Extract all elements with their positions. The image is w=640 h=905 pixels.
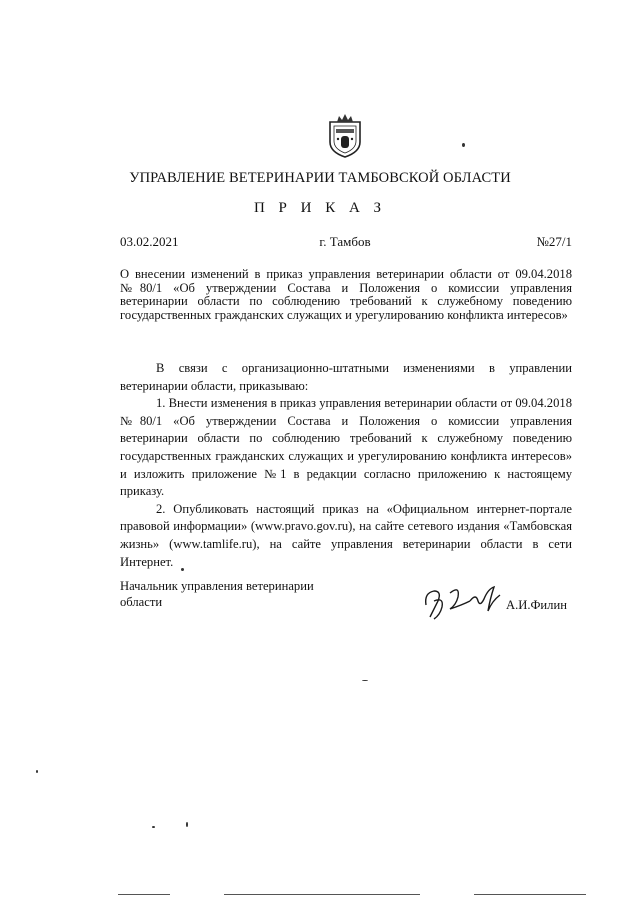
scan-edge-line xyxy=(118,894,170,895)
signatory-role-line-2: области xyxy=(120,595,163,609)
scan-speck xyxy=(462,143,465,147)
body-intro: В связи с организационно-штатными изменениями в управлении ветеринарии области, приказываю: xyxy=(120,361,572,393)
document-type: П Р И К А З xyxy=(253,200,387,216)
scan-edge-line xyxy=(474,894,586,895)
scan-speck xyxy=(36,770,38,773)
document-number: №27/1 xyxy=(536,234,572,249)
scan-speck xyxy=(181,568,184,571)
scan-speck xyxy=(186,822,188,827)
scan-speck xyxy=(362,680,368,681)
signatory-role xyxy=(120,578,360,610)
coat-of-arms-icon xyxy=(326,112,364,158)
handwritten-signature xyxy=(420,575,508,623)
scan-speck xyxy=(152,826,155,828)
document-subject: О внесении изменений в приказ управления ветеринарии области от 09.04.2018 №80/1 «Об утверждении Состава и Положения о комиссии управления ветеринарии области по соблюдению требований к служебному поведению государственных гражданских служащих и урегулированию конфликта интересов» xyxy=(120,267,572,322)
body-item-2: 2. Опубликовать настоящий приказ на «Официальном интернет-портале правовой информации» (www.pravo.gov.ru), на сайте сетевого издания «Тамбовская жизнь» (www.tamlife.ru), на сайте управления ветеринарии области в сети Интернет. xyxy=(120,501,572,569)
body-item-1: 1. Внести изменения в приказ управления ветеринарии области от 09.04.2018 №80/1 «Об утверждении Состава и Положения о комиссии управления ветеринарии области по соблюдению требований к служебному поведению государственных гражданских служащих и урегулированию конфликта интересов» и изложить приложение №1 в редакции согласно приложению к настоящему приказу. xyxy=(120,396,572,499)
organization-title: УПРАВЛЕНИЕ ВЕТЕРИНАРИИ ТАМБОВСКОЙ ОБЛАСТИ xyxy=(129,170,511,186)
document-city: г. Тамбов xyxy=(319,234,371,249)
scan-edge-line xyxy=(224,894,420,895)
signatory-role-line-1: Начальник управления ветеринарии xyxy=(120,579,314,593)
signer-name: А.И.Филин xyxy=(506,598,567,612)
document-body xyxy=(120,360,572,571)
document-date: 03.02.2021 xyxy=(120,234,179,249)
